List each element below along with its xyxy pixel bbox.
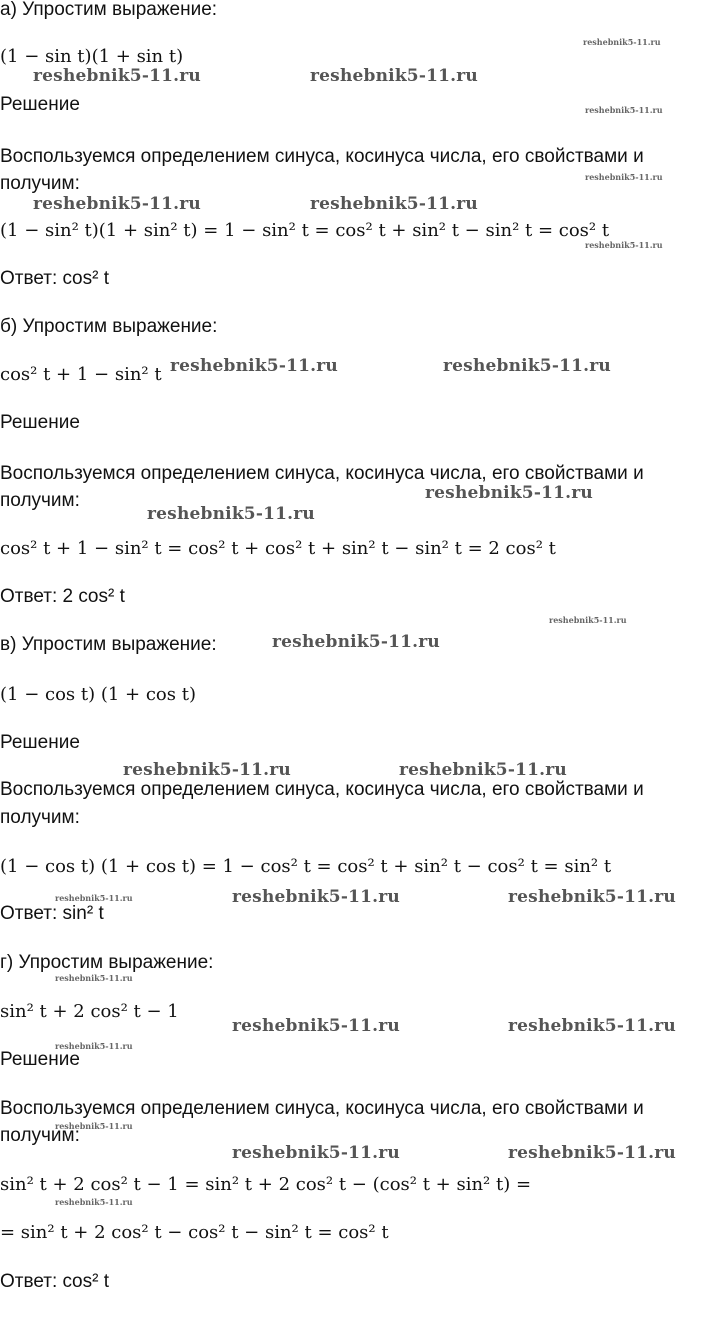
watermark: reshebnik5-11.ru	[272, 632, 440, 652]
part-a-solution-label: Решение	[0, 94, 80, 115]
part-d-expression: sin² t + 2 cos² t − 1	[0, 1001, 179, 1022]
part-b-solution-label: Решение	[0, 412, 80, 433]
watermark: reshebnik5-11.ru	[583, 37, 661, 47]
watermark: reshebnik5-11.ru	[443, 356, 611, 376]
watermark: reshebnik5-11.ru	[55, 1121, 133, 1131]
part-a-explanation-line1: Воспользуемся определением синуса, косинуса числа, его свойствами и	[0, 146, 644, 167]
part-b-explanation-line1: Воспользуемся определением синуса, косинуса числа, его свойствами и	[0, 463, 644, 484]
watermark: reshebnik5-11.ru	[508, 1016, 676, 1036]
watermark: reshebnik5-11.ru	[549, 615, 627, 625]
watermark: reshebnik5-11.ru	[170, 356, 338, 376]
watermark: reshebnik5-11.ru	[232, 1143, 400, 1163]
watermark: reshebnik5-11.ru	[585, 172, 663, 182]
part-d-answer: Ответ: cos² t	[0, 1271, 110, 1292]
part-b-work-line1: cos² t + 1 − sin² t = cos² t + cos² t + sin² t − sin² t = 2 cos² t	[0, 538, 556, 559]
watermark: reshebnik5-11.ru	[55, 1197, 133, 1207]
part-c-explanation-line1: Воспользуемся определением синуса, косинуса числа, его свойствами и	[0, 779, 644, 800]
part-d-explanation-line1: Воспользуемся определением синуса, косинуса числа, его свойствами и	[0, 1098, 644, 1119]
part-d-work-line1: sin² t + 2 cos² t − 1 = sin² t + 2 cos² t − (cos² t + sin² t) =	[0, 1174, 532, 1195]
watermark: reshebnik5-11.ru	[585, 240, 663, 250]
watermark: reshebnik5-11.ru	[55, 893, 133, 903]
part-b-explanation-line2: получим:	[0, 490, 80, 511]
watermark: reshebnik5-11.ru	[508, 1143, 676, 1163]
part-a-heading: а) Упростим выражение:	[0, 0, 218, 20]
part-b-expression: cos² t + 1 − sin² t	[0, 364, 162, 385]
part-c-answer: Ответ: sin² t	[0, 903, 104, 924]
watermark: reshebnik5-11.ru	[123, 760, 291, 780]
part-b-answer: Ответ: 2 cos² t	[0, 586, 125, 607]
part-c-expression: (1 − cos t) (1 + cos t)	[0, 684, 196, 705]
watermark: reshebnik5-11.ru	[33, 66, 201, 86]
watermark: reshebnik5-11.ru	[425, 483, 593, 503]
watermark: reshebnik5-11.ru	[310, 66, 478, 86]
part-d-solution-label: Решение	[0, 1049, 80, 1070]
watermark: reshebnik5-11.ru	[585, 105, 663, 115]
watermark: reshebnik5-11.ru	[232, 1016, 400, 1036]
watermark: reshebnik5-11.ru	[508, 887, 676, 907]
part-a-work-line1: (1 − sin² t)(1 + sin² t) = 1 − sin² t = cos² t + sin² t − sin² t = cos² t	[0, 220, 610, 241]
part-d-explanation-line2: получим:	[0, 1125, 80, 1146]
watermark: reshebnik5-11.ru	[399, 760, 567, 780]
watermark: reshebnik5-11.ru	[55, 973, 133, 983]
watermark: reshebnik5-11.ru	[33, 194, 201, 214]
part-d-heading: г) Упростим выражение:	[0, 952, 214, 973]
part-c-work-line1: (1 − cos t) (1 + cos t) = 1 − cos² t = cos² t + sin² t − cos² t = sin² t	[0, 856, 612, 877]
part-a-answer: Ответ: cos² t	[0, 268, 110, 289]
part-d-work-line2: = sin² t + 2 cos² t − cos² t − sin² t = cos² t	[0, 1222, 389, 1243]
watermark: reshebnik5-11.ru	[147, 504, 315, 524]
part-b-heading: б) Упростим выражение:	[0, 316, 218, 337]
part-c-heading: в) Упростим выражение:	[0, 634, 217, 655]
part-c-solution-label: Решение	[0, 732, 80, 753]
watermark: reshebnik5-11.ru	[232, 887, 400, 907]
part-c-explanation-line2: получим:	[0, 807, 80, 828]
watermark: reshebnik5-11.ru	[55, 1041, 133, 1051]
part-a-expression: (1 − sin t)(1 + sin t)	[0, 46, 184, 67]
part-a-explanation-line2: получим:	[0, 173, 80, 194]
watermark: reshebnik5-11.ru	[310, 194, 478, 214]
